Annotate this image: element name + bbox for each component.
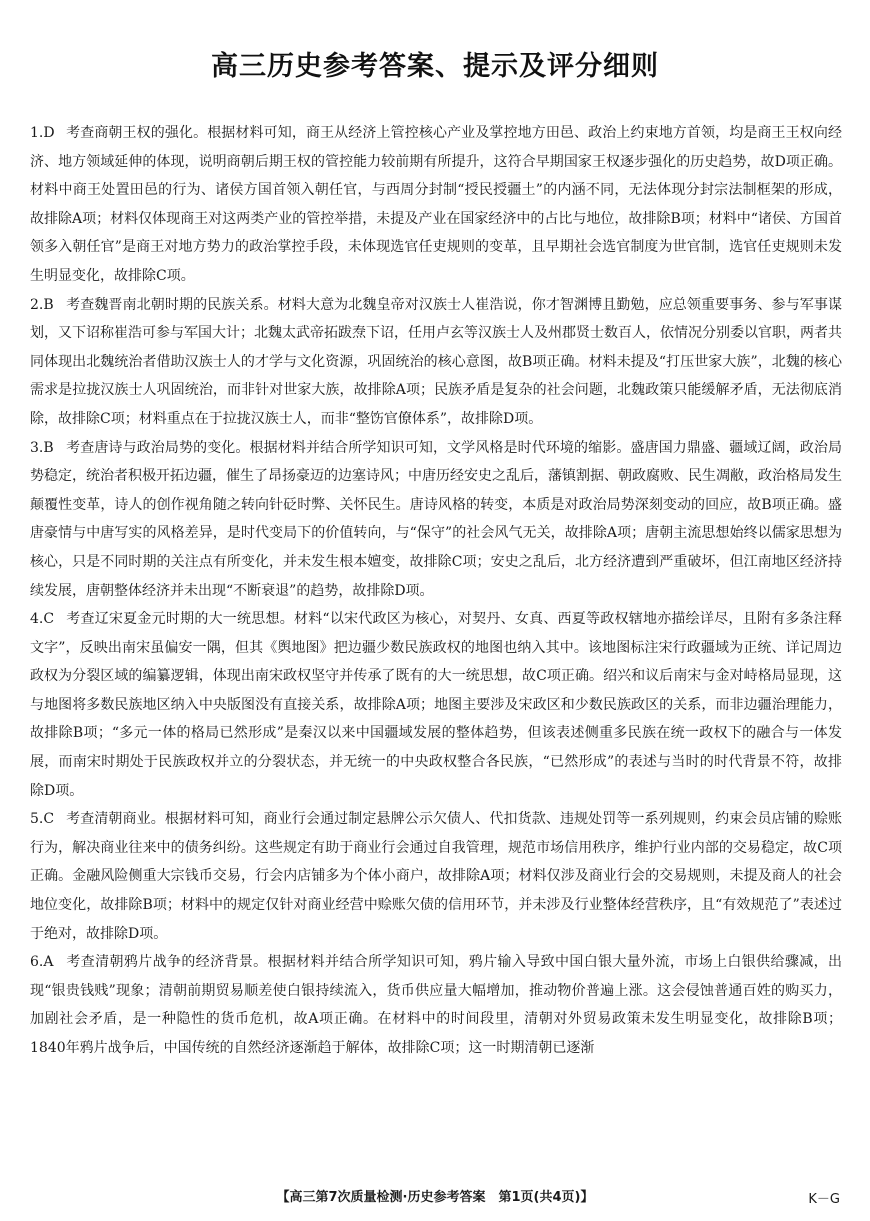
answer-number: 5.C	[30, 811, 55, 828]
answer-explanation: 考查清朝商业。根据材料可知，商业行会通过制定悬牌公示欠债人、代扣货款、违规处罚等一系列规则，约束会员店铺的赊账行为，解决商业往来中的债务纠纷。这些规定有助于商业行会通过自我管理，规范市场信用秩序，维护行业内部的交易稳定，故C项正确。金融风险侧重大宗钱币交易，行会内店铺多为个体小商户，故排除A项；材料仅涉及商业行会的交易规则，未提及商人的社会地位变化，故排除B项；材料中的规定仅针对商业经营中赊账欠债的信用环节，并未涉及行业整体经营秩序，且“有效规范了”表述过于绝对，故排除D项。	[30, 811, 842, 942]
answer-item-2	[30, 291, 842, 434]
answer-item-1	[30, 119, 842, 291]
answer-explanation: 考查魏晋南北朝时期的民族关系。材料大意为北魏皇帝对汉族士人崔浩说，你才智渊博且勤勉，应总领重要事务、参与军事谋划，又下诏称崔浩可参与军国大计；北魏太武帝拓跋焘下诏，任用卢玄等汉族士人及州郡贤士数百人，依情况分别委以官职，两者共同体现出北魏统治者借助汉族士人的才学与文化资源，巩固统治的核心意图，故B项正确。材料未提及“打压世家大族”，北魏的核心需求是拉拢汉族士人巩固统治，而非针对世家大族，故排除A项；民族矛盾是复杂的社会问题，北魏政策只能缓解矛盾，无法彻底消除，故排除C项；材料重点在于拉拢汉族士人，而非“整饬官僚体系”，故排除D项。	[30, 296, 842, 427]
answer-item-6	[30, 948, 842, 1062]
answer-item-5	[30, 805, 842, 948]
page-footer: 【高三第7次质量检测·历史参考答案 第1页(共4页)】	[276, 1190, 594, 1205]
answer-explanation: 考查辽宋夏金元时期的大一统思想。材料“以宋代政区为核心，对契丹、女真、西夏等政权辖地亦描绘详尽，且附有多条注释文字”，反映出南宋虽偏安一隅，但其《舆地图》把边疆少数民族政权的地图也纳入其中。该地图标注宋行政疆域为正统、详记周边政权为分裂区域的编纂逻辑，体现出南宋政权坚守并传承了既有的大一统思想，故C项正确。绍兴和议后南宋与金对峙格局显现，这与地图将多数民族地区纳入中央版图没有直接关系，故排除A项；地图主要涉及宋政区和少数民族政区的关系，而非边疆治理能力，故排除B项；“多元一体的格局已然形成”是秦汉以来中国疆域发展的整体趋势，但该表述侧重多民族在统一政权下的融合与一体发展，而南宋时期处于民族政权并立的分裂状态，并无统一的中央政权整合各民族，“已然形成”的表述与当时的时代背景不符，故排除D项。	[30, 611, 842, 799]
answer-explanation: 考查清朝鸦片战争的经济背景。根据材料并结合所学知识可知，鸦片输入导致中国白银大量外流，市场上白银供给骤减，出现“银贵钱贱”现象；清朝前期贸易顺差使白银持续流入，货币供应量大幅增加，推动物价普遍上涨。这会侵蚀普通百姓的购买力，加剧社会矛盾，是一种隐性的货币危机，故A项正确。在材料中的时间段里，清朝对外贸易政策未发生明显变化，故排除B项；1840年鸦片战争后，中国传统的自然经济逐渐趋于解体，故排除C项；这一时期清朝已逐渐	[30, 954, 842, 1056]
answer-number: 6.A	[30, 954, 54, 971]
answer-explanation: 考查商朝王权的强化。根据材料可知，商王从经济上管控核心产业及掌控地方田邑、政治上约束地方首领，均是商王王权向经济、地方领域延伸的体现，说明商朝后期王权的管控能力较前期有所提升，这符合早期国家王权逐步强化的历史趋势，故D项正确。材料中商王处置田邑的行为、诸侯方国首领入朝任官，与西周分封制“授民授疆土”的内涵不同，无法体现分封宗法制框架的形成，故排除A项；材料仅体现商王对这两类产业的管控举措，未提及产业在国家经济中的占比与地位，故排除B项；材料中“诸侯、方国首领多入朝任官”是商王对地方势力的政治掌控手段，未体现选官任吏规则的变革，且早期社会选官制度为世官制，选官任吏规则未发生明显变化，故排除C项。	[30, 125, 842, 284]
answer-number: 1.D	[30, 125, 55, 141]
answer-explanation: 考查唐诗与政治局势的变化。根据材料并结合所学知识可知，文学风格是时代环境的缩影。盛唐国力鼎盛、疆域辽阔，政治局势稳定，统治者积极开拓边疆，催生了昂扬豪迈的边塞诗风；中唐历经安史之乱后，藩镇割据、朝政腐败、民生凋敝，政治格局发生颠覆性变革，诗人的创作视角随之转向针砭时弊、关怀民生。唐诗风格的转变，本质是对政治局势深刻变动的回应，故B项正确。盛唐豪情与中唐写实的风格差异，是时代变局下的价值转向，与“保守”的社会风气无关，故排除A项；唐朝主流思想始终以儒家思想为核心，只是不同时期的关注点有所变化，并未发生根本嬗变，故排除C项；安史之乱后，北方经济遭到严重破坏，但江南地区经济持续发展，唐朝整体经济并未出现“不断衰退”的趋势，故排除D项。	[30, 439, 842, 599]
answer-item-4	[30, 605, 842, 805]
answer-number: 4.C	[30, 611, 55, 628]
answer-number: 3.B	[30, 439, 54, 456]
page-title: 高三历史参考答案、提示及评分细则	[211, 51, 659, 82]
answer-list	[30, 119, 842, 1063]
answer-number: 2.B	[30, 296, 54, 313]
footer-code: K－G	[808, 1192, 840, 1207]
answer-item-3	[30, 434, 842, 606]
